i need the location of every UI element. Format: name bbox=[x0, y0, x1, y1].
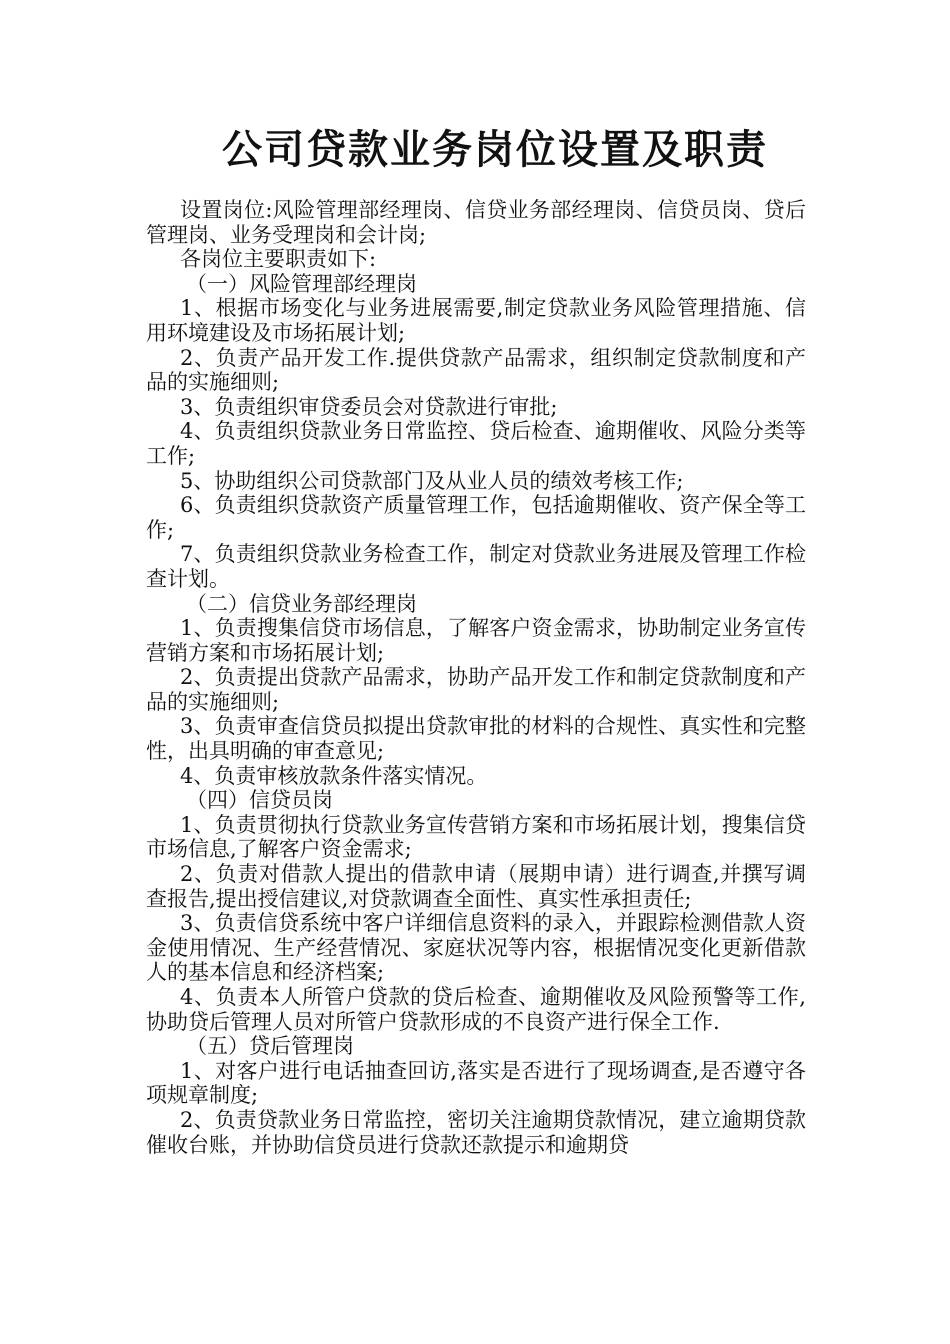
document-body bbox=[146, 198, 806, 1157]
body-paragraph: 4、负责组织贷款业务日常监控、贷后检查、逾期催收、风险分类等工作; bbox=[146, 419, 806, 468]
section-heading: （四）信贷员岗 bbox=[186, 788, 333, 813]
body-paragraph: 1、负责贯彻执行贷款业务宣传营销方案和市场拓展计划，搜集信贷市场信息,了解客户资金需求; bbox=[146, 812, 806, 862]
section-heading: （一）风险管理部经理岗 bbox=[186, 271, 417, 296]
body-paragraph: 5、协助组织公司贷款部门及从业人员的绩效考核工作; bbox=[180, 468, 684, 493]
body-paragraph: 1、根据市场变化与业务进展需要,制定贷款业务风险管理措施、信用环境建设及市场拓展计划; bbox=[146, 296, 806, 345]
body-paragraph: 3、负责审查信贷员拟提出贷款审批的材料的合规性、真实性和完整性，出具明确的审查意见; bbox=[146, 714, 806, 764]
section-heading: （二）信贷业务部经理岗 bbox=[186, 591, 417, 616]
page-title: 公司贷款业务岗位设置及职责 bbox=[222, 126, 768, 173]
body-paragraph: 各岗位主要职责如下: bbox=[180, 247, 377, 272]
body-paragraph: 3、负责信贷系统中客户详细信息资料的录入，并跟踪检测借款人资金使用情况、生产经营情况、家庭状况等内容，根据情况变化更新借款人的基本信息和经济档案; bbox=[146, 911, 806, 985]
body-paragraph: 3、负责组织审贷委员会对贷款进行审批; bbox=[180, 394, 558, 419]
body-paragraph: 1、对客户进行电话抽查回访,落实是否进行了现场调查,是否遵守各项规章制度; bbox=[146, 1058, 806, 1108]
body-paragraph: 2、负责贷款业务日常监控，密切关注逾期贷款情况，建立逾期贷款催收台账，并协助信贷员进行贷款还款提示和逾期贷 bbox=[146, 1107, 806, 1157]
body-paragraph: 7、负责组织贷款业务检查工作，制定对贷款业务进展及管理工作检查计划。 bbox=[146, 542, 806, 591]
body-paragraph: 2、负责对借款人提出的借款申请（展期申请）进行调查,并撰写调查报告,提出授信建议,对贷款调查全面性、真实性承担责任; bbox=[146, 862, 806, 911]
body-paragraph: 1、负责搜集信贷市场信息，了解客户资金需求，协助制定业务宣传营销方案和市场拓展计划; bbox=[146, 616, 806, 665]
body-paragraph: 设置岗位:风险管理部经理岗、信贷业务部经理岗、信贷员岗、贷后管理岗、业务受理岗和会计岗; bbox=[146, 198, 806, 247]
body-paragraph: 2、负责产品开发工作.提供贷款产品需求，组织制定贷款制度和产品的实施细则; bbox=[146, 345, 806, 395]
body-paragraph: 4、负责本人所管户贷款的贷后检查、逾期催收及风险预警等工作,协助贷后管理人员对所管户贷款形成的不良资产进行保全工作. bbox=[146, 985, 806, 1034]
section-heading: （五）贷后管理岗 bbox=[186, 1034, 354, 1059]
body-paragraph: 2、负责提出贷款产品需求，协助产品开发工作和制定贷款制度和产品的实施细则; bbox=[146, 665, 806, 714]
body-paragraph: 4、负责审核放款条件落实情况。 bbox=[180, 763, 488, 788]
body-paragraph: 6、负责组织贷款资产质量管理工作，包括逾期催收、资产保全等工作; bbox=[146, 493, 806, 542]
